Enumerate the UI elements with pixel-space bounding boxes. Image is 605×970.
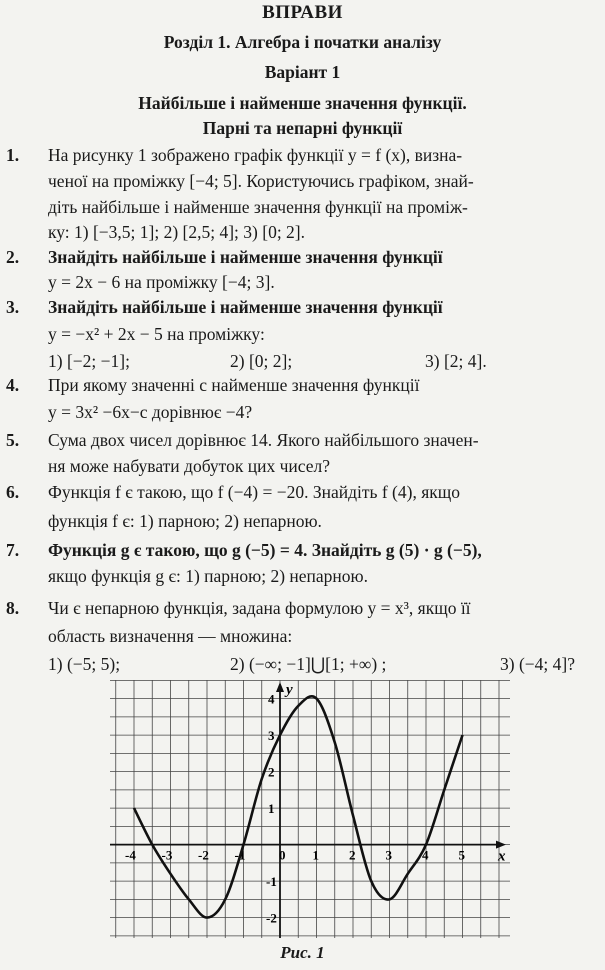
exercise-number: 1. — [6, 145, 20, 165]
exercise-number: 7. — [6, 540, 20, 560]
topic-title-line-1: Найбільше і найменше значення функції. — [138, 93, 467, 113]
y-tick-label: 3 — [268, 728, 275, 744]
exercise-text-line: Функція g є такою, що g (−5) = 4. Знайдіть g (5) · g (−5), — [48, 540, 482, 560]
exercise-option: 1) [−2; −1]; — [48, 351, 130, 371]
y-tick-label: 4 — [268, 691, 275, 707]
section-title: Розділ 1. Алгебра і початки аналізу — [163, 32, 442, 52]
exercise-text-line: діть найбільше і найменше значення функції на проміж- — [48, 197, 468, 217]
exercise-text-line: функція f є: 1) парною; 2) непарною. — [48, 511, 322, 531]
x-tick-label: 4 — [422, 847, 429, 863]
y-axis-label: y — [286, 682, 293, 698]
x-tick-label: -2 — [198, 847, 209, 863]
x-axis-label: x — [498, 848, 506, 865]
exercise-text-line: При якому значенні c найменше значення функції — [48, 375, 420, 395]
exercise-option: 1) (−5; 5); — [48, 654, 121, 674]
y-tick-label: 2 — [268, 764, 275, 780]
x-tick-label: 1 — [312, 847, 319, 863]
exercise-text-line: Знайдіть найбільше і найменше значення функції — [48, 247, 443, 267]
x-tick-label: 3 — [385, 847, 392, 863]
x-tick-label: 2 — [349, 847, 356, 863]
y-tick-label: -2 — [266, 910, 277, 926]
function-graph — [110, 680, 510, 942]
exercise-option: 2) (−∞; −1]⋃[1; +∞) ; — [230, 654, 387, 674]
x-axis-arrow — [496, 841, 506, 849]
y-tick-label: -1 — [266, 874, 277, 890]
x-tick-label: 0 — [279, 847, 286, 863]
exercise-number: 6. — [6, 482, 20, 502]
exercise-number: 5. — [6, 430, 20, 450]
x-tick-label: -1 — [234, 847, 246, 863]
exercise-number: 3. — [6, 297, 20, 317]
exercise-text-line: область визначення — множина: — [48, 626, 293, 646]
exercise-text-line: y = 2x − 6 на проміжку [−4; 3]. — [48, 272, 275, 292]
x-tick-label: -4 — [125, 847, 136, 863]
exercise-option: 2) [0; 2]; — [230, 351, 293, 371]
figure-caption: Рис. 1 — [280, 943, 325, 962]
exercise-text-line: y = 3x² −6x−c дорівнює −4? — [48, 402, 253, 422]
exercise-text-line: якщо функція g є: 1) парною; 2) непарною. — [48, 566, 368, 586]
exercise-number: 2. — [6, 247, 20, 267]
exercise-text-line: На рисунку 1 зображено графік функції y = f (x), визна- — [48, 145, 463, 165]
page-title: ВПРАВИ — [262, 2, 343, 23]
exercise-option: 3) (−4; 4]? — [500, 654, 575, 674]
variant-title: Варіант 1 — [264, 62, 341, 82]
topic-title-line-2: Парні та непарні функції — [202, 118, 403, 138]
exercise-text-line: Знайдіть найбільше і найменше значення функції — [48, 297, 443, 317]
exercise-number: 8. — [6, 598, 20, 618]
exercise-text-line: ня може набувати добуток цих чисел? — [48, 456, 330, 476]
exercise-text-line: ку: 1) [−3,5; 1]; 2) [2,5; 4]; 3) [0; 2]. — [48, 222, 306, 242]
y-axis-arrow — [276, 682, 284, 692]
exercise-text-line: Чи є непарною функція, задана формулою y = x³, якщо її — [48, 598, 471, 618]
x-tick-label: -3 — [161, 847, 173, 863]
exercise-text-line: Функція f є такою, що f (−4) = −20. Знайдіть f (4), якщо — [48, 482, 460, 502]
y-tick-label: 1 — [268, 801, 275, 817]
exercise-text-line: Сума двох чисел дорівнює 14. Якого найбільшого значен- — [48, 430, 479, 450]
exercise-number: 4. — [6, 375, 20, 395]
x-tick-label: 5 — [458, 847, 465, 863]
exercise-option: 3) [2; 4]. — [425, 351, 487, 371]
exercise-text-line: ченої на проміжку [−4; 5]. Користуючись графіком, знай- — [48, 171, 474, 191]
exercise-text-line: y = −x² + 2x − 5 на проміжку: — [48, 324, 265, 344]
